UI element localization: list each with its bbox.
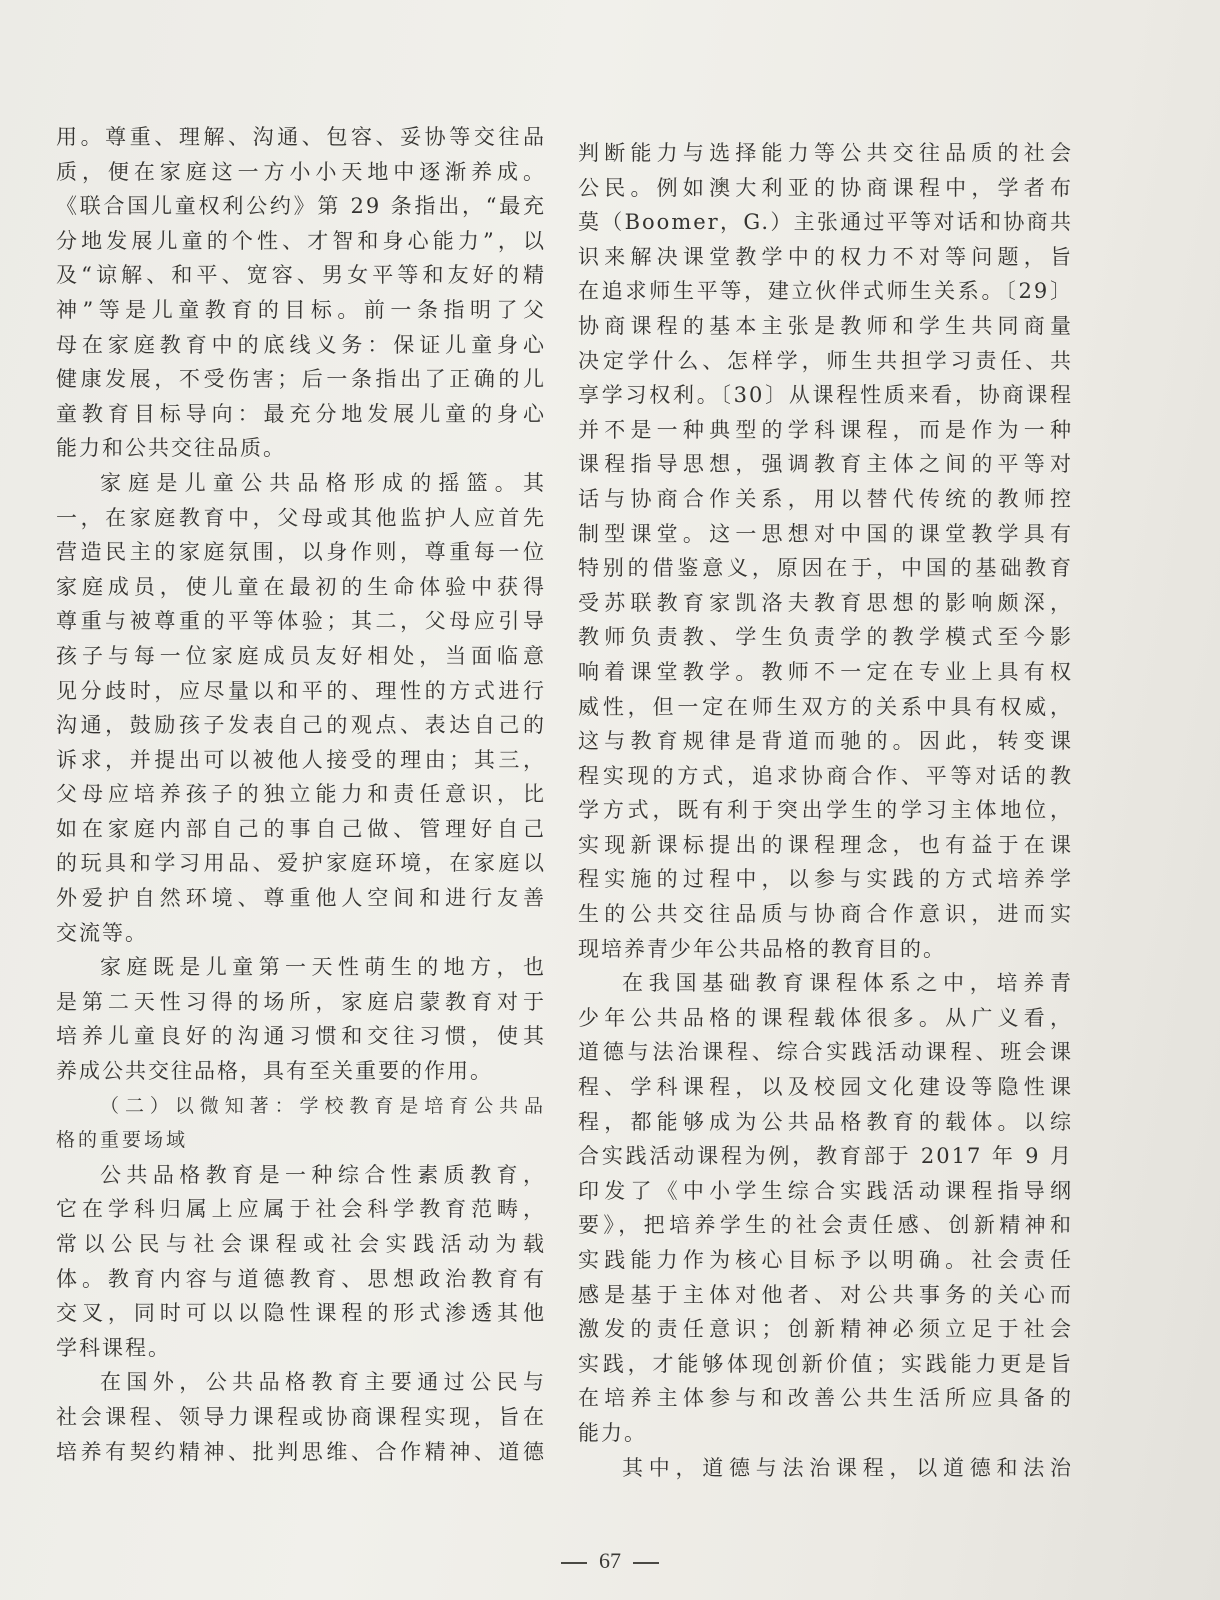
text-line: 要》，把培养学生的社会责任感、创新精神和: [578, 1213, 1073, 1238]
left-text-column: [56, 120, 546, 1469]
text-line: 《联合国儿童权利公约》第 29 条指出，“最充: [56, 194, 546, 219]
page-number: [0, 1548, 1220, 1574]
text-line: 程、学科课程，以及校园文化建设等隐性课: [578, 1075, 1073, 1100]
text-line: 莫（Boomer，G.）主张通过平等对话和协商共: [578, 210, 1073, 235]
text-line: 童教育目标导向：最充分地发展儿童的身心: [56, 401, 546, 426]
text-line: 交流等。: [56, 920, 148, 945]
text-line: 合实践活动课程为例，教育部于 2017 年 9 月: [578, 1144, 1073, 1169]
dash-right: [633, 1562, 659, 1564]
text-line: 营造民主的家庭氛围，以身作则，尊重每一位: [56, 540, 546, 565]
text-line: 在追求师生平等，建立伙伴式师生关系。〔29〕: [578, 279, 1073, 304]
text-line: 识来解决课堂教学中的权力不对等问题，旨: [578, 244, 1073, 269]
text-line: 的玩具和学习用品、爱护家庭环境，在家庭以: [56, 851, 546, 876]
text-line: 话与协商合作关系，用以替代传统的教师控: [578, 486, 1073, 511]
text-line: 实践能力作为核心目标予以明确。社会责任: [578, 1248, 1073, 1272]
dash-left: [561, 1562, 587, 1564]
paragraph-start-line: 在国外，公共品格教育主要通过公民与: [100, 1370, 546, 1395]
text-line: 用。尊重、理解、沟通、包容、妥协等交往品: [56, 125, 546, 149]
text-line: 母在家庭教育中的底线义务：保证儿童身心: [56, 332, 546, 357]
text-line: 健康发展，不受伤害；后一条指出了正确的儿: [56, 367, 546, 392]
text-line: 受苏联教育家凯洛夫教育思想的影响颇深，: [578, 590, 1073, 615]
text-line: 能力和公共交往品质。: [56, 436, 286, 461]
text-line: 外爱护自然环境、尊重他人空间和进行友善: [56, 886, 546, 911]
text-line: 培养有契约精神、批判思维、合作精神、道德: [56, 1439, 546, 1464]
text-line: 社会课程、领导力课程或协商课程实现，旨在: [56, 1404, 546, 1429]
section-heading-continued: 格的重要场域: [56, 1129, 189, 1152]
text-line: 体。教育内容与道德教育、思想政治教育有: [56, 1266, 546, 1291]
text-line: 感是基于主体对他者、对公共事务的关心而: [578, 1282, 1073, 1307]
text-line: 威性，但一定在师生双方的关系中具有权威，: [578, 694, 1073, 719]
text-line: 如在家庭内部自己的事自己做、管理好自己: [56, 816, 546, 841]
paragraph-start-line: 公共品格教育是一种综合性素质教育，: [100, 1162, 546, 1187]
text-line: 生的公共交往品质与协商合作意识，进而实: [578, 902, 1073, 927]
section-heading: （二）以微知著：学校教育是培育公共品: [100, 1094, 546, 1117]
page-number-value: 67: [599, 1548, 621, 1573]
paragraph-start-line: 家庭既是儿童第一天性萌生的地方，也: [100, 955, 546, 980]
text-line: 道德与法治课程、综合实践活动课程、班会课: [578, 1040, 1073, 1065]
text-line: 神”等是儿童教育的目标。前一条指明了父: [56, 297, 546, 322]
text-line: 特别的借鉴意义，原因在于，中国的基础教育: [578, 556, 1073, 581]
text-line: 尊重与被尊重的平等体验；其二，父母应引导: [56, 609, 546, 634]
text-line: 常以公民与社会课程或社会实践活动为载: [56, 1232, 546, 1256]
text-line: 决定学什么、怎样学，师生共担学习责任、共: [578, 348, 1073, 373]
text-line: 印发了《中小学生综合实践活动课程指导纲: [578, 1178, 1073, 1203]
text-line: 交叉，同时可以以隐性课程的形式渗透其他: [56, 1301, 546, 1326]
text-line: 判断能力与选择能力等公共交往品质的社会: [578, 141, 1073, 165]
text-line: 制型课堂。这一思想对中国的课堂教学具有: [578, 521, 1073, 546]
text-line: 学方式，既有利于突出学生的学习主体地位，: [578, 798, 1073, 823]
text-line: 孩子与每一位家庭成员友好相处，当面临意: [56, 643, 546, 668]
text-line: 父母应培养孩子的独立能力和责任意识，比: [56, 782, 546, 807]
paragraph-start-line: 家庭是儿童公共品格形成的摇篮。其: [100, 470, 546, 495]
text-line: 分地发展儿童的个性、才智和身心能力”，以: [56, 228, 546, 253]
text-line: 实践，才能够体现创新价值；实践能力更是旨: [578, 1351, 1073, 1376]
paragraph-start-line: 其中，道德与法治课程，以道德和法治: [622, 1455, 1073, 1480]
text-line: 培养儿童良好的沟通习惯和交往习惯，使其: [56, 1024, 546, 1049]
text-line: 程实施的过程中，以参与实践的方式培养学: [578, 867, 1073, 892]
text-line: 它在学科归属上应属于社会科学教育范畴，: [56, 1197, 546, 1222]
text-line: 程，都能够成为公共品格教育的载体。以综: [578, 1109, 1073, 1134]
text-line: 在培养主体参与和改善公共生活所应具备的: [578, 1386, 1073, 1411]
text-line: 家庭成员，使儿童在最初的生命体验中获得: [56, 574, 546, 599]
text-line: 程实现的方式，追求协商合作、平等对话的教: [578, 763, 1073, 788]
text-line: 这与教育规律是背道而驰的。因此，转变课: [578, 729, 1073, 754]
text-line: 学科课程。: [56, 1335, 171, 1360]
text-line: 激发的责任意识；创新精神必须立足于社会: [578, 1317, 1073, 1342]
text-line: 响着课堂教学。教师不一定在专业上具有权: [578, 659, 1073, 684]
text-line: 能力。: [578, 1420, 647, 1445]
text-line: 及“谅解、和平、宽容、男女平等和友好的精: [56, 263, 546, 288]
text-line: 课程指导思想，强调教育主体之间的平等对: [578, 452, 1073, 477]
text-line: 公民。例如澳大利亚的协商课程中，学者布: [578, 175, 1073, 200]
text-line: 实现新课标提出的课程理念，也有益于在课: [578, 832, 1073, 857]
text-line: 现培养青少年公共品格的教育目的。: [578, 936, 946, 961]
text-line: 养成公共交往品格，具有至关重要的作用。: [56, 1059, 493, 1084]
text-line: 质，便在家庭这一方小小天地中逐渐养成。: [56, 159, 546, 184]
text-line: 见分歧时，应尽量以和平的、理性的方式进行: [56, 678, 546, 703]
text-line: 沟通，鼓励孩子发表自己的观点、表达自己的: [56, 713, 546, 738]
text-line: 诉求，并提出可以被他人接受的理由；其三，: [56, 747, 546, 772]
right-text-column: [578, 136, 1073, 1485]
text-line: 教师负责教、学生负责学的教学模式至今影: [578, 625, 1073, 650]
text-line: 并不是一种典型的学科课程，而是作为一种: [578, 417, 1073, 442]
text-line: 享学习权利。〔30〕从课程性质来看，协商课程: [578, 383, 1073, 408]
text-line: 协商课程的基本主张是教师和学生共同商量: [578, 313, 1073, 338]
paragraph-start-line: 在我国基础教育课程体系之中，培养青: [622, 971, 1073, 996]
text-line: 少年公共品格的课程载体很多。从广义看，: [578, 1005, 1073, 1030]
text-line: 是第二天性习得的场所，家庭启蒙教育对于: [56, 989, 546, 1014]
text-line: 一，在家庭教育中，父母或其他监护人应首先: [56, 505, 546, 530]
